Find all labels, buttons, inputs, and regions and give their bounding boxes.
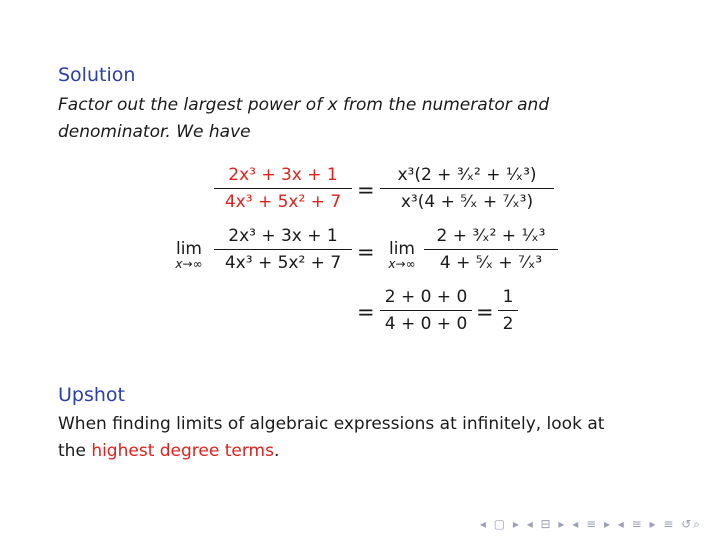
row2-lhs-fraction [214, 225, 352, 274]
row3-denominator: 4 + 0 + 0 [384, 314, 468, 335]
row2-rhs-numerator: 2 + ³⁄ₓ² + ¹⁄ₓ³ [436, 226, 546, 246]
row2-rhs-denominator: 4 + ⁵⁄ₓ + ⁷⁄ₓ³ [439, 253, 543, 274]
row1-rhs-numerator: x³(2 + ³⁄ₓ² + ¹⁄ₓ³) [397, 165, 537, 185]
limit-subscript: x→∞ [175, 257, 203, 271]
fraction-bar [214, 188, 352, 189]
upshot-line-2-suffix: . [273, 441, 280, 461]
fraction-bar [380, 310, 472, 311]
limit-word: lim [175, 239, 202, 259]
equals-sign: = [357, 240, 375, 264]
limit-word: lim [388, 239, 415, 259]
solution-line-2: denominator. We have [58, 122, 251, 142]
fraction-bar [380, 188, 554, 189]
limit-subscript: x→∞ [388, 257, 416, 271]
equals-sign: = [357, 178, 375, 202]
row2-lhs-limit [166, 240, 212, 271]
result-numerator: 1 [502, 287, 514, 307]
solution-title: Solution [58, 64, 136, 86]
upshot-line-1: When finding limits of algebraic expressions at infinitely, look at [58, 414, 605, 434]
result-denominator: 2 [502, 314, 514, 335]
row1-lhs-numerator: 2x³ + 3x + 1 [228, 165, 338, 185]
upshot-title: Upshot [58, 384, 125, 406]
row1-rhs-fraction [380, 164, 554, 213]
row1-rhs-denominator: x³(4 + ⁵⁄ₓ + ⁷⁄ₓ³) [400, 192, 534, 213]
fraction-bar [498, 310, 518, 311]
navigation-symbols[interactable]: ◂ ▢ ▸ ◂ ⊟ ▸ ◂ ≡ ▸ ◂ ≡ ▸ ≡ ↺⌕ [479, 517, 702, 531]
row2-rhs-fraction [424, 225, 558, 274]
upshot-line-2 [58, 441, 279, 461]
equals-sign: = [476, 300, 494, 324]
row3-numerator: 2 + 0 + 0 [384, 287, 468, 307]
row2-rhs-limit [379, 240, 425, 271]
highlight-text: highest degree terms [91, 441, 274, 461]
solution-line-1: Factor out the largest power of x from the numerator and [58, 95, 550, 115]
equals-sign: = [357, 300, 375, 324]
row2-lhs-denominator: 4x³ + 5x² + 7 [224, 253, 342, 274]
row3-fraction [380, 286, 472, 335]
fraction-bar [214, 249, 352, 250]
result-fraction [498, 286, 518, 335]
row1-lhs-denominator: 4x³ + 5x² + 7 [224, 192, 342, 213]
fraction-bar [424, 249, 558, 250]
upshot-line-2-prefix: the [58, 441, 92, 461]
row2-lhs-numerator: 2x³ + 3x + 1 [228, 226, 338, 246]
row1-lhs-fraction [214, 164, 352, 213]
